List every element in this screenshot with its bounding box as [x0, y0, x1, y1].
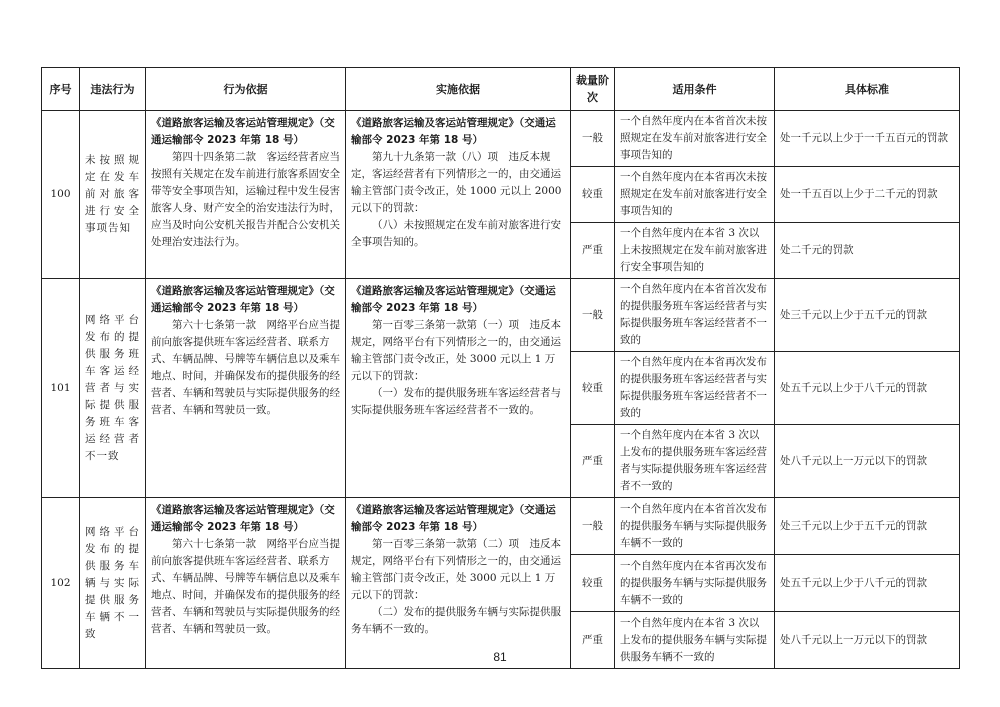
row-act: 网络平台发布的提供服务车辆与实际提供服务车辆不一致 — [80, 498, 146, 669]
condition-cell: 一个自然年度内在本省 3 次以上发布的提供服务车辆与实际提供服务车辆不一致的 — [615, 612, 775, 669]
level-cell: 较重 — [571, 352, 615, 425]
condition-cell: 一个自然年度内在本省首次未按照规定在发车前对旅客进行安全事项告知的 — [615, 111, 775, 167]
row-basis — [146, 111, 346, 279]
standard-cell: 处八千元以上一万元以下的罚款 — [775, 612, 960, 669]
row-impl — [346, 279, 571, 498]
header-seq: 序号 — [42, 68, 80, 111]
basis-title: 《道路旅客运输及客运站管理规定》（交通运输部令 2023 年第 18 号） — [151, 285, 335, 314]
table-row — [42, 279, 960, 352]
condition-cell: 一个自然年度内在本省首次发布的提供服务班车客运经营者与实际提供服务班车客运经营者不一致的 — [615, 279, 775, 352]
condition-cell: 一个自然年度内在本省首次发布的提供服务车辆与实际提供服务车辆不一致的 — [615, 498, 775, 555]
condition-cell: 一个自然年度内在本省 3 次以上发布的提供服务班车客运经营者与实际提供服务班车客运经营者不一致的 — [615, 425, 775, 498]
basis-body: 第四十四条第二款 客运经营者应当按照有关规定在发车前进行旅客系固安全带等安全事项告知，运输过程中发生侵害旅客人身、财产安全的治安违法行为时，应当及时向公安机关报告并配合公安机关处理治安违法行为。 — [151, 151, 340, 248]
header-act: 违法行为 — [80, 68, 146, 111]
level-cell: 较重 — [571, 555, 615, 612]
condition-cell: 一个自然年度内在本省再次未按照规定在发车前对旅客进行安全事项告知的 — [615, 167, 775, 223]
level-cell: 一般 — [571, 498, 615, 555]
header-cond: 适用条件 — [615, 68, 775, 111]
standard-cell: 处一千元以上少于一千五百元的罚款 — [775, 111, 960, 167]
condition-cell: 一个自然年度内在本省再次发布的提供服务班车客运经营者与实际提供服务班车客运经营者不一致的 — [615, 352, 775, 425]
standard-cell: 处五千元以上少于八千元的罚款 — [775, 555, 960, 612]
row-seq: 100 — [42, 111, 80, 279]
level-cell: 严重 — [571, 612, 615, 669]
condition-cell: 一个自然年度内在本省 3 次以上未按照规定在发车前对旅客进行安全事项告知的 — [615, 223, 775, 279]
header-basis: 行为依据 — [146, 68, 346, 111]
header-level: 裁量阶次 — [571, 68, 615, 111]
page-number: 81 — [493, 650, 507, 664]
standard-cell: 处八千元以上一万元以下的罚款 — [775, 425, 960, 498]
row-seq: 102 — [42, 498, 80, 669]
standard-cell: 处五千元以上少于八千元的罚款 — [775, 352, 960, 425]
row-seq: 101 — [42, 279, 80, 498]
impl-body: 第一百零三条第一款第（二）项 违反本规定，网络平台有下列情形之一的，由交通运输主管部门责令改正，处 3000 元以上 1 万元以下的罚款： — [351, 538, 561, 601]
condition-cell: 一个自然年度内在本省再次发布的提供服务车辆与实际提供服务车辆不一致的 — [615, 555, 775, 612]
level-cell: 一般 — [571, 111, 615, 167]
standard-cell: 处三千元以上少于五千元的罚款 — [775, 279, 960, 352]
standard-cell: 处二千元的罚款 — [775, 223, 960, 279]
level-cell: 一般 — [571, 279, 615, 352]
level-cell: 严重 — [571, 425, 615, 498]
table-header-row — [42, 68, 960, 111]
header-impl: 实施依据 — [346, 68, 571, 111]
basis-title: 《道路旅客运输及客运站管理规定》（交通运输部令 2023 年第 18 号） — [151, 117, 335, 146]
header-std: 具体标准 — [775, 68, 960, 111]
table-row — [42, 111, 960, 167]
table-row — [42, 498, 960, 555]
row-act: 未按照规定在发车前对旅客进行安全事项告知 — [80, 111, 146, 279]
row-act: 网络平台发布的提供服务班车客运经营者与实际提供服务班车客运经营者不一致 — [80, 279, 146, 498]
impl-title: 《道路旅客运输及客运站管理规定》（交通运输部令 2023 年第 18 号） — [351, 117, 556, 146]
row-basis — [146, 498, 346, 669]
impl-item: （八）未按照规定在发车前对旅客进行安全事项告知的。 — [351, 219, 561, 248]
impl-body: 第九十九条第一款（八）项 违反本规定，客运经营者有下列情形之一的，由交通运输主管部门责令改正，处 1000 元以上 2000 元以下的罚款： — [351, 151, 562, 214]
standard-cell: 处一千五百以上少于二千元的罚款 — [775, 167, 960, 223]
impl-item: （一）发布的提供服务班车客运经营者与实际提供服务班车客运经营者不一致的。 — [351, 387, 561, 416]
impl-item: （二）发布的提供服务车辆与实际提供服务车辆不一致的。 — [351, 606, 561, 635]
impl-title: 《道路旅客运输及客运站管理规定》（交通运输部令 2023 年第 18 号） — [351, 504, 556, 533]
row-impl — [346, 498, 571, 669]
impl-body: 第一百零三条第一款第（一）项 违反本规定，网络平台有下列情形之一的，由交通运输主管部门责令改正，处 3000 元以上 1 万元以下的罚款： — [351, 319, 561, 382]
basis-body: 第六十七条第一款 网络平台应当提前向旅客提供班车客运经营者、联系方式、车辆品牌、号牌等车辆信息以及乘车地点、时间，并确保发布的提供服务的经营者、车辆和驾驶员与实际提供服务的经营者、车辆和驾驶员一致。 — [151, 538, 340, 635]
row-basis — [146, 279, 346, 498]
basis-body: 第六十七条第一款 网络平台应当提前向旅客提供班车客运经营者、联系方式、车辆品牌、号牌等车辆信息以及乘车地点、时间，并确保发布的提供服务的经营者、车辆和驾驶员与实际提供服务的经营者、车辆和驾驶员一致。 — [151, 319, 340, 416]
penalty-table — [41, 67, 960, 669]
row-impl — [346, 111, 571, 279]
impl-title: 《道路旅客运输及客运站管理规定》（交通运输部令 2023 年第 18 号） — [351, 285, 556, 314]
level-cell: 严重 — [571, 223, 615, 279]
level-cell: 较重 — [571, 167, 615, 223]
standard-cell: 处三千元以上少于五千元的罚款 — [775, 498, 960, 555]
basis-title: 《道路旅客运输及客运站管理规定》（交通运输部令 2023 年第 18 号） — [151, 504, 335, 533]
